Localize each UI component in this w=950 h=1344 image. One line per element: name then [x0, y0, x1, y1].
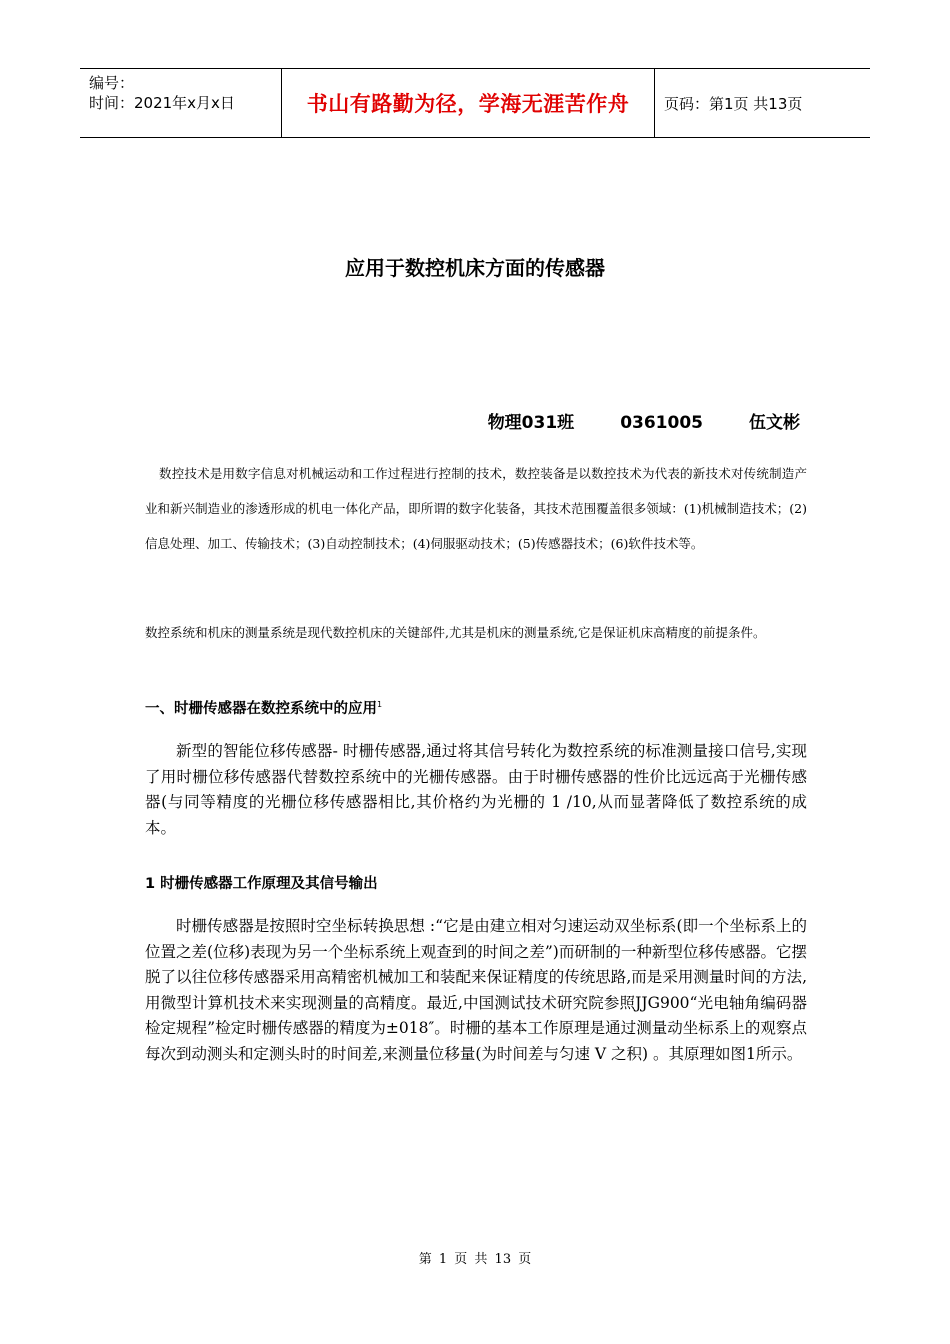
intro-paragraph: 数控技术是用数字信息对机械运动和工作过程进行控制的技术，数控装备是以数控技术为代表的新技术对传统制造产业和新兴制造业的渗透形成的机电一体化产品，即所谓的数字化装备，其技术范围覆盖很多领域：(1)机械制造技术；(2)信息处理、加工、传输技术；(3)自动控制技术；(4)伺服驱动技术；(5)传感器技术；(6)软件技术等。 [145, 466, 807, 551]
subsection1-heading: 1 时栅传感器工作原理及其信号输出 [145, 876, 378, 892]
section1-heading [145, 697, 382, 718]
second-paragraph: 数控系统和机床的测量系统是现代数控机床的关键部件,尤其是机床的测量系统,它是保证机床高精度的前提条件。 [145, 625, 766, 640]
section1-paragraph: 新型的智能位移传感器- 时栅传感器,通过将其信号转化为数控系统的标准测量接口信号,实现了用时栅位移传感器代替数控系统中的光栅传感器。由于时栅传感器的性价比远远高于光栅传感器(与同等精度的光栅位移传感器相比,其价格约为光栅的 1 /10,从而显著降低了数控系统的成本。 [145, 742, 807, 837]
date-line: 时间：2021年x月x日 [89, 94, 235, 112]
header-page-info: 页码：第1页 共13页 [664, 94, 803, 113]
header-motto: 书山有路勤为径，学海无涯苦作舟 [281, 69, 655, 137]
footnote-marker: 1 [377, 700, 383, 710]
author-class: 物理031班 [487, 413, 575, 433]
page-header [80, 68, 870, 138]
author-line [488, 408, 800, 433]
subsection1-paragraph: 时栅传感器是按照时空坐标转换思想 :“它是由建立相对匀速运动双坐标系(即一个坐标系上的位置之差(位移)表现为另一个坐标系统上观查到的时间之差”)而研制的一种新型位移传感器。它摆脱了以往位移传感器采用高精密机械加工和装配来保证精度的传统思路,而是采用测量时间的方法,用微型计算机技术来实现测量的高精度。最近,中国测试技术研究院参照JJG900“光电轴角编码器检定规程”检定时栅传感器的精度为±018″。时栅的基本工作原理是通过测量动坐标系上的观察点每次到动测头和定测头时的时间差,来测量位移量(为时间差与匀速 V 之积) 。其原理如图1所示。 [145, 917, 807, 1063]
author-student-id: 0361005 [620, 413, 703, 433]
section1-heading-text: 一、时栅传感器在数控系统中的应用 [145, 701, 377, 717]
page-footer: 第 1 页 共 13 页 [418, 1252, 532, 1267]
header-meta [80, 69, 281, 137]
number-label: 编号： [89, 74, 135, 92]
author-name: 伍文彬 [749, 413, 800, 433]
document-title: 应用于数控机床方面的传感器 [345, 256, 605, 280]
